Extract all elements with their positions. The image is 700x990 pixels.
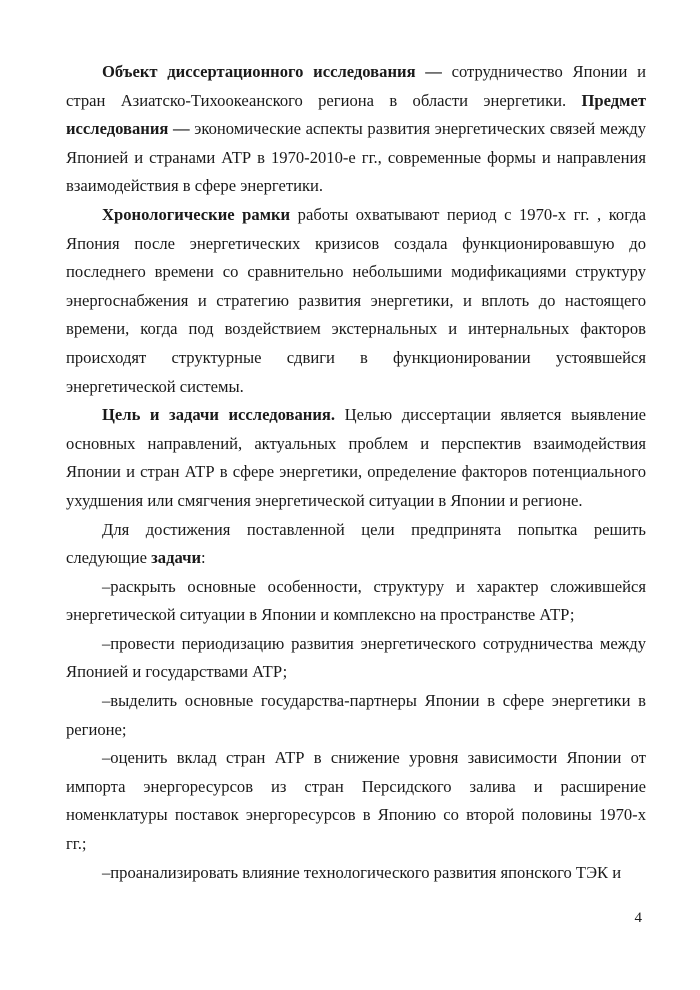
paragraph-text: Для достижения поставленной цели предпринята попытка решить следующие	[66, 519, 646, 568]
list-item: –выделить основные государства-партнеры Японии в сфере энергетики в регионе;	[66, 691, 646, 739]
paragraph-chronology	[66, 201, 646, 401]
paragraph-text: :	[201, 548, 206, 568]
paragraph-text: экономические аспекты развития энергетических связей между Японией и странами АТР в 1970-2010-е гг., современные формы и направления взаимодействия в сфере энергетики.	[66, 119, 647, 196]
paragraph-tasks-intro	[66, 516, 646, 573]
page-number: 4	[634, 910, 642, 926]
bold-term-chronology: Хронологические рамки	[102, 204, 291, 224]
list-item: –провести периодизацию развития энергетического сотрудничества между Японией и государствами АТР;	[66, 633, 646, 682]
list-item: –проанализировать влияние технологического развития японского ТЭК и	[102, 862, 622, 882]
list-item: –раскрыть основные особенности, структуру и характер сложившейся энергетической ситуации в Японии и комплексно на пространстве АТР;	[66, 576, 646, 625]
bold-term-subject: Предмет исследования —	[66, 90, 646, 139]
bold-term-goals: Цель и задачи исследования.	[102, 405, 336, 425]
bold-term-object: Объект диссертационного исследования —	[102, 62, 442, 81]
paragraph-text: Целью диссертации является выявление основных направлений, актуальных проблем и перспектив взаимодействия Японии и стран АТР в сфере энергетики, определение факторов потенциального ухудшения или смягчения энергетической ситуации в Японии и регионе.	[66, 405, 646, 510]
paragraph-research-object	[66, 58, 646, 201]
paragraph-text: работы охватывают период с 1970-х гг. , когда Япония после энергетических кризисов создала функционировавшую до последнего времени со сравнительно небольшими модификациями структуру энергоснабжения и стратегию развития энергетики, и вплоть до настоящего времени, когда под воздействием экстернальных и интернальных факторов происходят структурные сдвиги в функционировании устоявшейся энергетической системы.	[66, 204, 646, 396]
list-item: –оценить вклад стран АТР в снижение уровня зависимости Японии от импорта энергоресурсов из стран Персидского залива и расширение номенклатуры поставок энергоресурсов в Японию со второй половины 1970-х гг.;	[66, 748, 646, 854]
body-text	[66, 58, 646, 887]
bold-term-tasks: задачи	[151, 548, 202, 568]
paragraph-goals	[66, 401, 646, 515]
paragraph-text: сотрудничество Японии и стран Азиатско-Тихоокеанского региона в области энергетики.	[66, 62, 646, 110]
